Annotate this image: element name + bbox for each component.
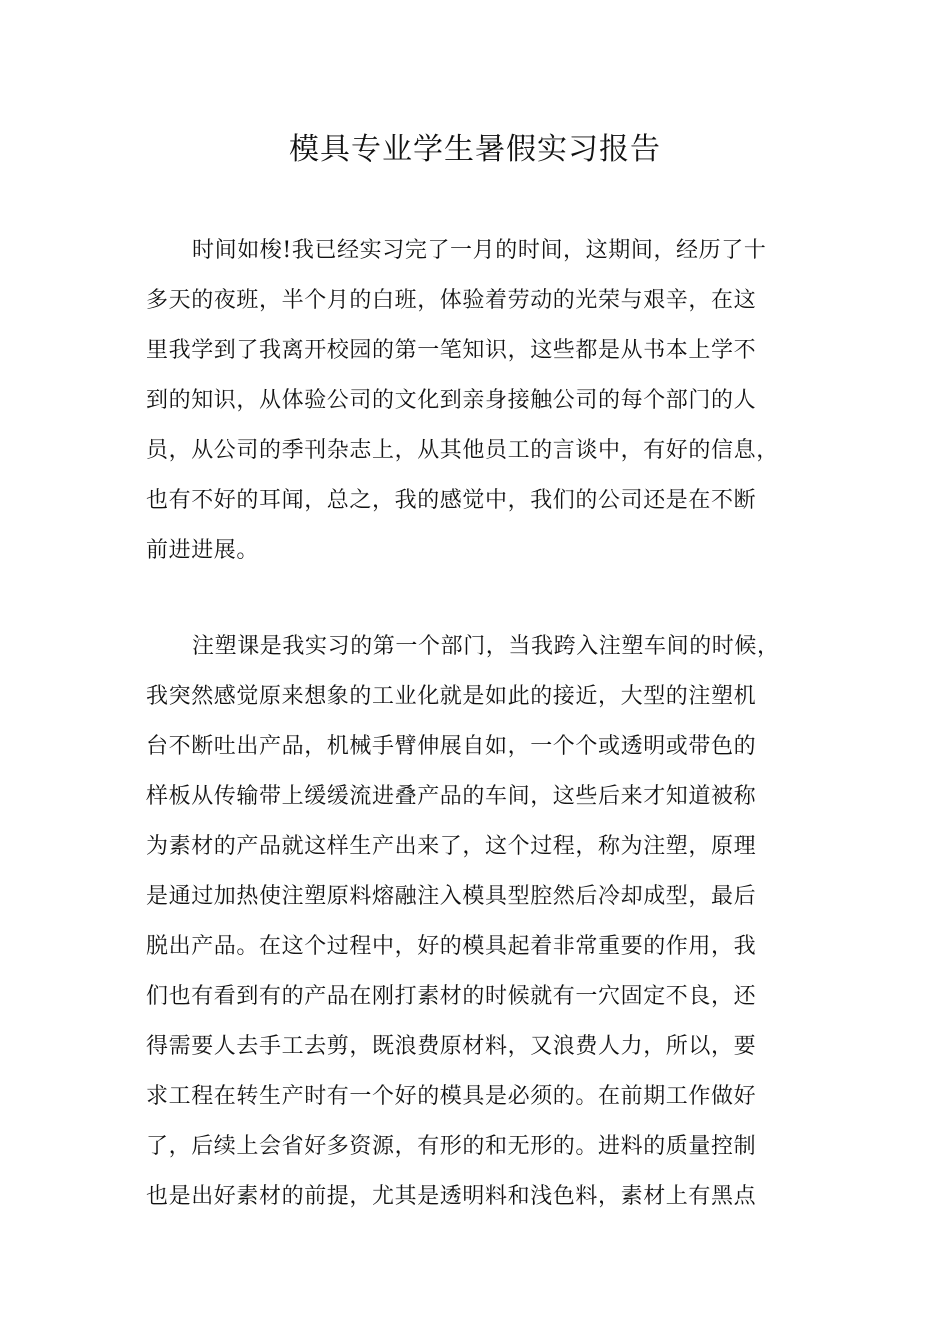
paragraph-line: 脱出产品。在这个过程中，好的模具起着非常重要的作用，我 [146, 934, 757, 959]
document-title: 模具专业学生暑假实习报告 [289, 132, 661, 167]
paragraph-line: 也是出好素材的前提，尤其是透明料和浅色料，素材上有黑点 [146, 1184, 757, 1209]
paragraph-1 [146, 226, 826, 576]
paragraph-line: 前进进展。 [146, 538, 260, 563]
paragraph-line: 台不断吐出产品，机械手臂伸展自如，一个个或透明或带色的 [146, 734, 757, 759]
paragraph-line: 员，从公司的季刊杂志上，从其他员工的言谈中，有好的信息， [146, 438, 779, 463]
paragraph-line: 求工程在转生产时有一个好的模具是必须的。在前期工作做好 [146, 1084, 757, 1109]
paragraph-line: 了，后续上会省好多资源，有形的和无形的。进料的质量控制 [146, 1134, 757, 1159]
paragraph-2 [146, 622, 826, 1222]
paragraph-line: 得需要人去手工去剪，既浪费原材料，又浪费人力，所以，要 [146, 1034, 757, 1059]
paragraph-line: 注塑课是我实习的第一个部门，当我跨入注塑车间的时候， [192, 634, 780, 659]
paragraph-line: 样板从传输带上缓缓流进叠产品的车间，这些后来才知道被称 [146, 784, 757, 809]
paragraph-line: 时间如梭!我已经实习完了一月的时间，这期间，经历了十 [192, 238, 767, 263]
paragraph-line: 多天的夜班，半个月的白班，体验着劳动的光荣与艰辛，在这 [146, 288, 757, 313]
paragraph-line: 里我学到了我离开校园的第一笔知识，这些都是从书本上学不 [146, 338, 757, 363]
paragraph-line: 也有不好的耳闻，总之，我的感觉中，我们的公司还是在不断 [146, 488, 757, 513]
paragraph-line: 到的知识，从体验公司的文化到亲身接触公司的每个部门的人 [146, 388, 757, 413]
paragraph-line: 们也有看到有的产品在刚打素材的时候就有一穴固定不良，还 [146, 984, 757, 1009]
paragraph-line: 我突然感觉原来想象的工业化就是如此的接近，大型的注塑机 [146, 684, 757, 709]
paragraph-line: 为素材的产品就这样生产出来了，这个过程，称为注塑，原理 [146, 834, 757, 859]
paragraph-line: 是通过加热使注塑原料熔融注入模具型腔然后冷却成型，最后 [146, 884, 757, 909]
